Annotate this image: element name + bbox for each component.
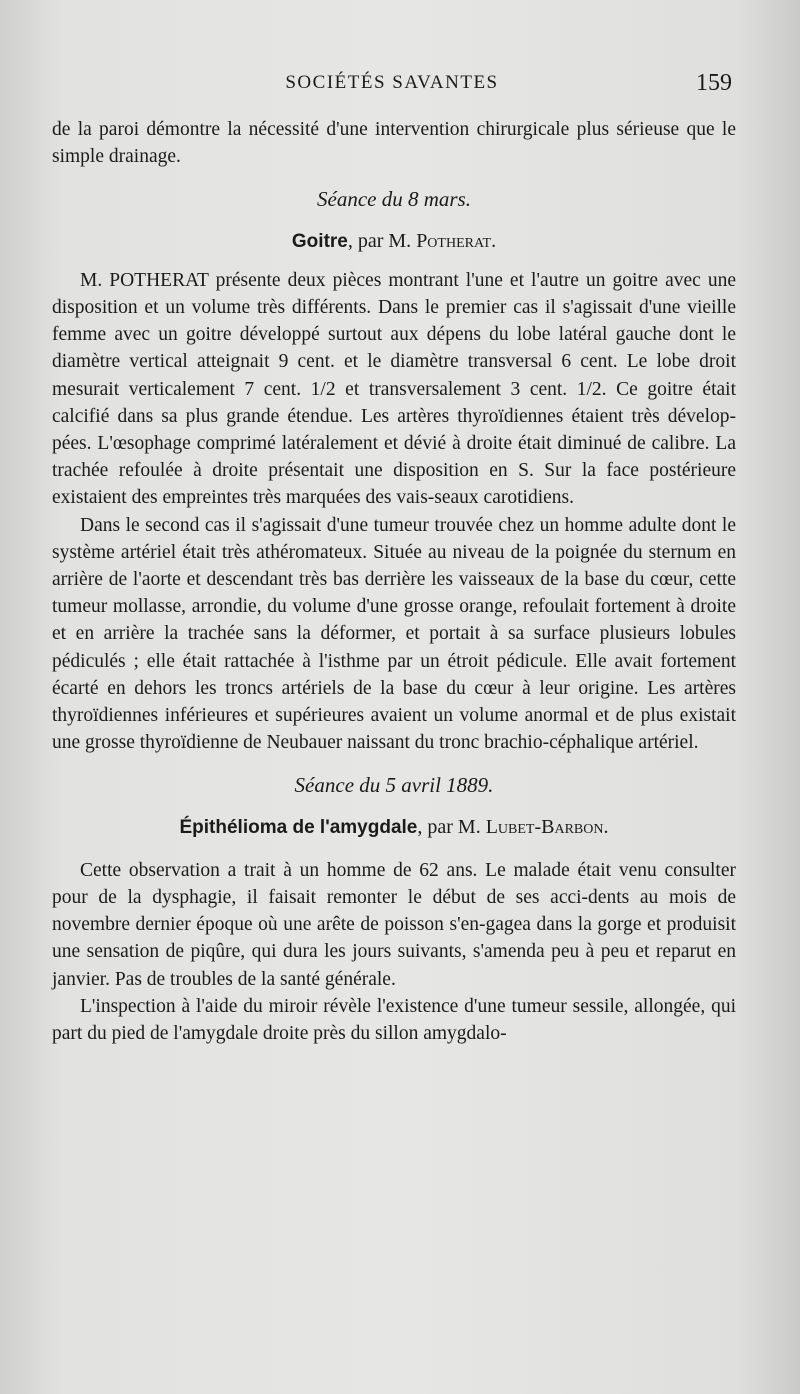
session-prefix: Séance du — [317, 187, 408, 212]
continuation-paragraph: de la paroi démontre la nécessité d'une intervention chirurgicale plus sérieuse que le simple drainage. — [52, 119, 736, 168]
session-prefix: Séance du — [294, 773, 386, 798]
article-title-by: , par M. — [347, 229, 417, 252]
article-title-end: . — [491, 229, 497, 252]
page-number: 159 — [696, 70, 732, 96]
paragraph: L'inspection à l'aide du miroir révèle l'existence d'une tumeur sessile, allongée, qui part du pied de l'amygdale droite près du sillon amygdalo- — [52, 995, 736, 1045]
session-heading-2 — [52, 772, 736, 799]
page-header — [52, 72, 732, 106]
paragraph: Dans le second cas il s'agissait d'une tumeur trouvée chez un homme adulte dont le système artériel était très athéromateux. Située au niveau de la poignée du sternum en arrière de l'aorte et descendant très bas derrière les vaisseaux de la base du cœur, cette tumeur mollasse, arrondie, du volume d'une grosse orange, refoulait fortement à droite et en arrière la trachée sans la déformer, et portait à sa surface plusieurs lobules pédiculés ; elle était rattachée à l'isthme par un étroit pédicule. Elle avait fortement écarté en dehors les troncs artériels de la base du cœur à leur origine. Les artères thyroïdiennes inférieures et supérieures avaient un volume anormal et de plus existait une grosse thyroïdienne de Neubauer naissant du tronc brachio-céphalique artériel. — [52, 514, 736, 754]
paragraph: M. POTHERAT présente deux pièces montrant l'une et l'autre un goitre avec une disposition et un volume très différents. Dans le premier cas il s'agissait d'une vieille femme avec un goitre développé surtout aux dépens du lobe latéral gauche dont le diamètre vertical atteignait 9 cent. et le diamètre transversal 6 cent. Le lobe droit mesurait verticalement 7 cent. 1/2 et transversalement 3 cent. 1/2. Ce goitre était calcifié dans sa plus grande étendue. Les artères thyroïdiennes étaient très dévelop-pées. L'œsophage comprimé latéralement et dévié à droite était diminué de calibre. La trachée refoulée à droite présentait une disposition en S. Sur la face postérieure existaient des empreintes très marquées des vais-seaux carotidiens. — [52, 269, 736, 509]
article-title-end: . — [603, 815, 609, 838]
article-author: Lubet-Barbon — [485, 815, 604, 838]
article-title-1 — [52, 228, 736, 255]
running-head: SOCIÉTÉS SAVANTES — [285, 72, 499, 93]
session-heading-1 — [52, 186, 736, 213]
article-title-main: Goitre — [291, 230, 348, 252]
article-title-2 — [52, 814, 736, 841]
article-title-by: , par M. — [417, 815, 486, 838]
session-date: 8 mars. — [407, 187, 471, 212]
article-title-main: Épithélioma de l'amygdale — [179, 816, 418, 838]
paragraph: Cette observation a trait à un homme de 62 ans. Le malade était venu consulter pour de la dysphagie, il faisait remonter le début de ses acci-dents au mois de novembre dernier époque où une arête de poisson s'en-gagea dans la gorge et produisit une sensation de piqûre, qui dura les jours suivants, s'amenda peu à peu et reparut en janvier. Pas de troubles de la santé générale. — [52, 859, 736, 990]
article-author: Potherat — [416, 229, 492, 252]
session-date: 5 avril 1889. — [385, 773, 494, 798]
body-text — [52, 116, 736, 1047]
